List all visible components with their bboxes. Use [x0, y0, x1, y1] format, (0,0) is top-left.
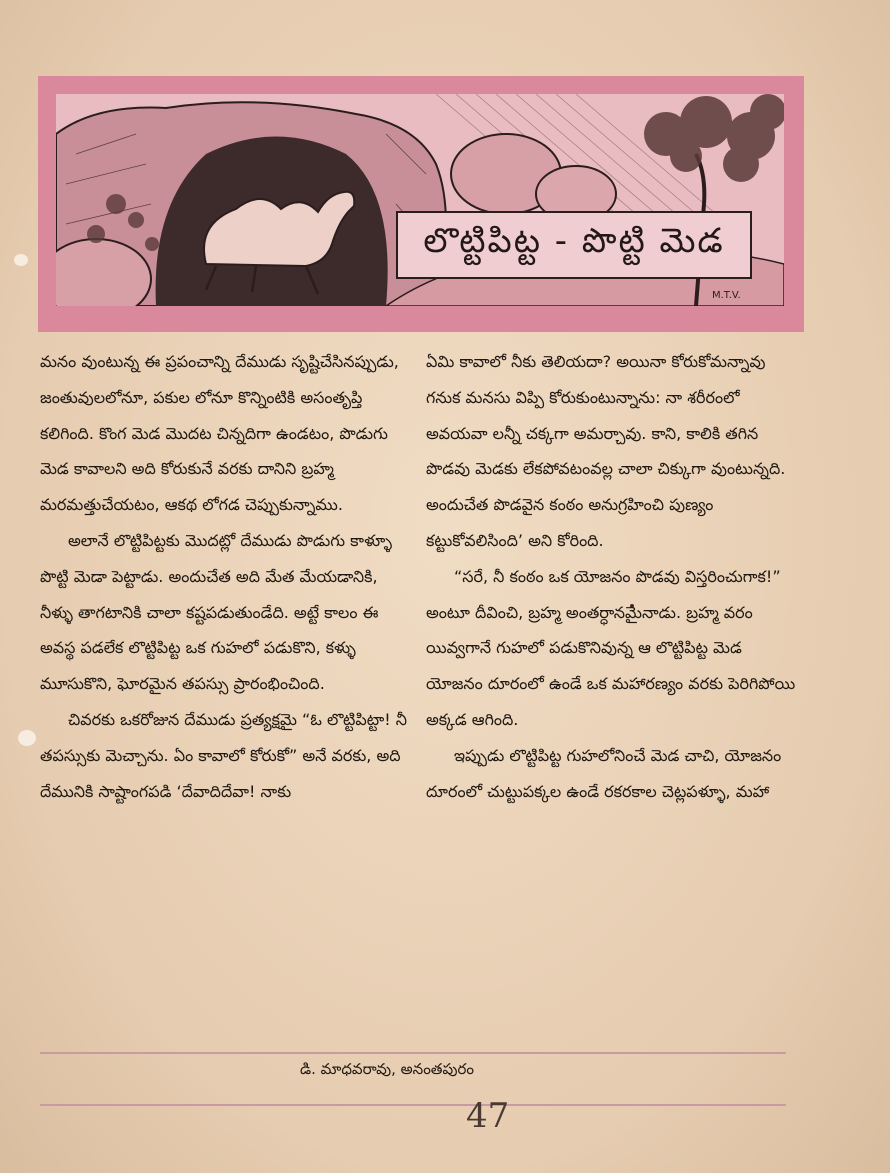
paper-damage-spot [14, 254, 28, 266]
paper-damage-spot [18, 730, 36, 746]
story-title-box [396, 211, 752, 279]
paragraph: చివరకు ఒకరోజున దేముడు ప్రత్యక్షమై “ఓ లొట్టిపిట్టా! నీ తపస్సుకు మెచ్చాను. ఏం కావాలో కోరుకో” అనే వరకు, అది దేమునికి సాష్టాంగపడి ‘దేవాదిదేవా! నాకు [40, 709, 407, 801]
paragraph: ఏమి కావాలో నీకు తెలియదా? అయినా కోరుకోమన్నావు గనుక మనసు విప్పి కోరుకుంటున్నాను: నా శరీరంలో అవయవా లన్నీ చక్కగా అమర్చావు. కాని, కాలికి తగిన పొడవు మెడకు లేకపోవటంవల్ల చాలా చిక్కుగా వుంటున్నది. అందుచేత పొడవైన కంఠం అనుగ్రహించి పుణ్యం కట్టుకోవలిసింది’ అని కోరింది. [426, 352, 786, 550]
left-column [40, 344, 412, 809]
right-column [426, 344, 798, 809]
paragraph: మనం వుంటున్న ఈ ప్రపంచాన్ని దేముడు సృష్టిచేసినప్పుడు, జంతువులలోనూ, పకుల లోనూ కొన్నింటికి అసంతృప్తి కలిగింది. కొంగ మెడ మొదట చిన్నదిగా ఉండటం, పొడుగు మెడ కావాలని అది కోరుకునే వరకు దానిని బ్రహ్మ మరమత్తుచేయటం, ఆకథ లోగడ చెప్పుకున్నాము. [40, 352, 399, 515]
paragraph: “సరే, నీ కంఠం ఒక యోజనం పొడవు విస్తరించుగాక!” అంటూ దీవించి, బ్రహ్మ అంతర్ధానమైనాడు. బ్రహ్మ వరం యివ్వగానే గుహలో పడుకొనివున్న ఆ లొట్టిపిట్ట మెడ యోజనం దూరంలో ఉండే ఒక మహారణ్యం వరకు పెరిగిపోయి అక్కడ ఆగింది. [426, 566, 796, 729]
author-credit: డి. మాధవరావు, అనంతపురం [300, 1060, 474, 1078]
footer-rule [40, 1104, 786, 1106]
footer-rule [40, 1052, 786, 1054]
story-title: లొట్టిపిట్ట - పొట్టి మెడ [423, 221, 725, 261]
paragraph: ఇప్పుడు లొట్టిపిట్ట గుహలోనించే మెడ చాచి, యోజనం దూరంలో చుట్టుపక్కల ఉండే రకరకాల చెట్లపళ్ళూ, మహా [426, 745, 782, 801]
page-number: 47 [466, 1096, 510, 1136]
artist-signature: M.T.V. [712, 290, 741, 301]
paragraph: అలానే లొట్టిపిట్టకు మొదట్లో దేముడు పొడుగు కాళ్ళూ పొట్టి మెడా పెట్టాడు. అందుచేత అది మేత మేయడానికి, నీళ్ళు తాగటానికి చాలా కష్టపడుతుండేది. అట్టే కాలం ఈ అవస్థ పడలేక లొట్టిపిట్ట ఒక గుహలో పడుకొని, కళ్ళు మూసుకొని, ఘోరమైన తపస్సు ప్రారంభించింది. [40, 530, 393, 694]
